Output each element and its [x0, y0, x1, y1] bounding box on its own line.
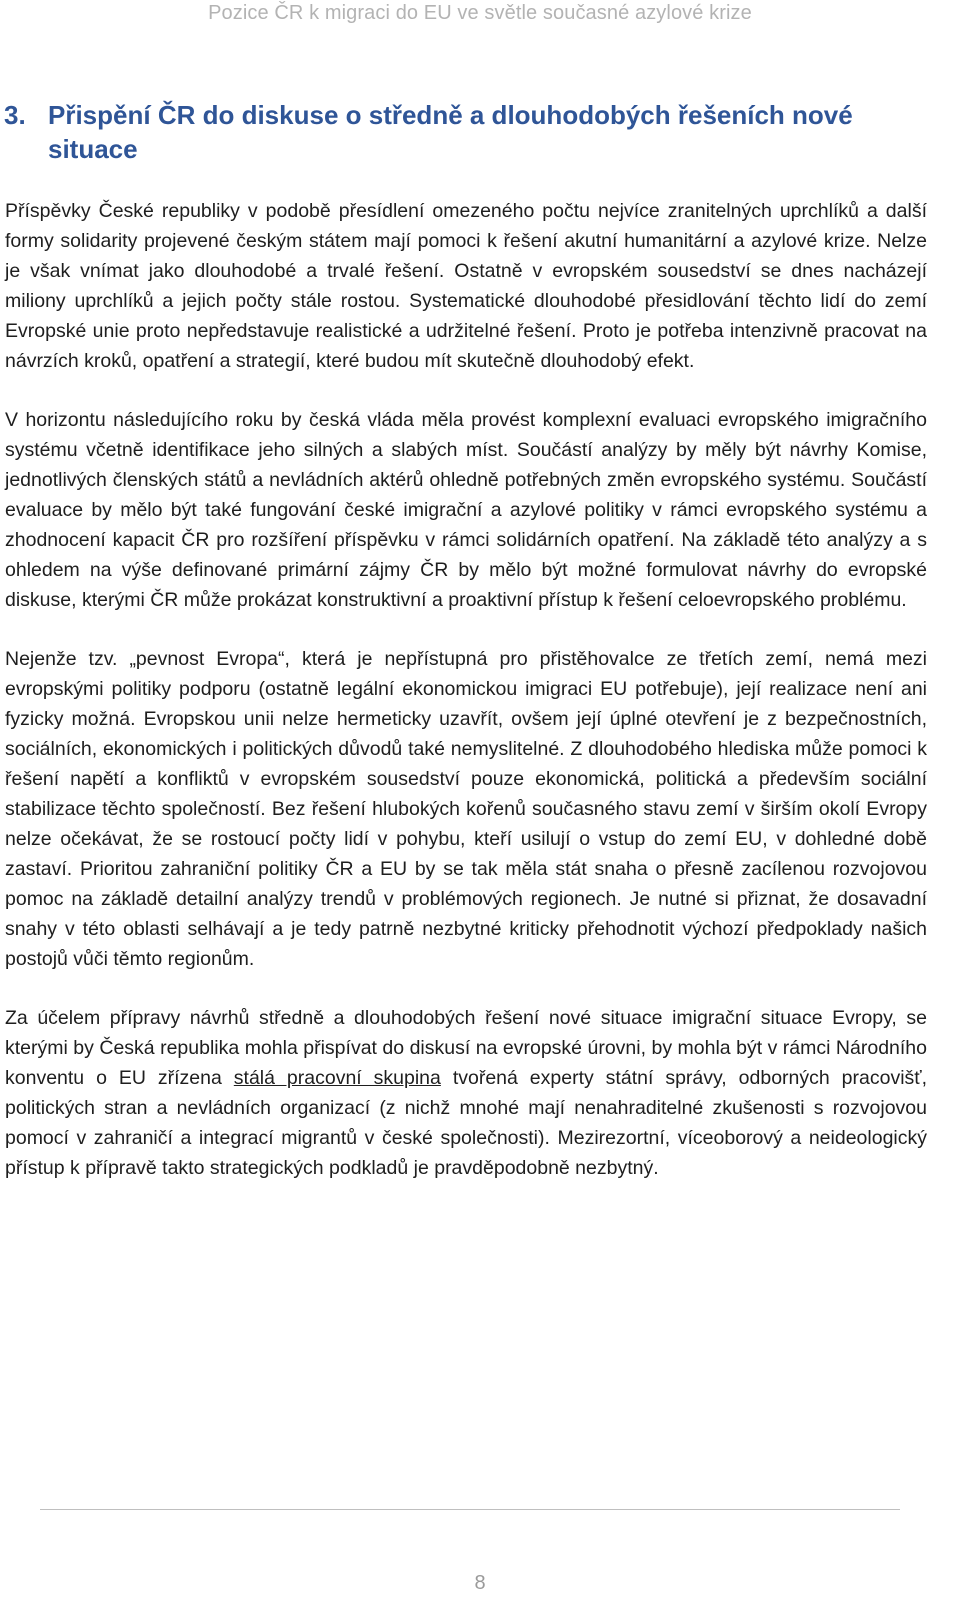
working-group-link[interactable]: stálá pracovní skupina	[233, 1067, 441, 1089]
section-title-line1: Přispění ČR do diskuse o středně a dlouhodobých řešeních nové	[48, 100, 853, 130]
page-number: 8	[474, 1572, 486, 1594]
running-header: Pozice ČR k migraci do EU ve světle současné azylové krize	[208, 2, 752, 24]
section-number: 3.	[4, 100, 26, 130]
footer-divider	[40, 1509, 900, 1510]
paragraph-4-start: Za účelem přípravy návrhů středně a dlouhodobých řešení nové situace imigrační situace Evropy, se kterými by Česká republika mohla přispívat do diskusí na evropské úrovni, by mohla být v rámci Národního konventu o EU zřízena	[5, 1007, 927, 1089]
paragraph-2: V horizontu následujícího roku by česká vláda měla provést komplexní evaluaci evropského imigračního systému včetně identifikace jeho silných a slabých míst. Součástí analýzy by měly být návrhy Komise, jednotlivých členských států a nevládních aktérů ohledně potřebných změn evropského systému. Součástí evaluace by mělo být také fungování české imigrační a azylové politiky v rámci evropského systému a zhodnocení kapacit ČR pro rozšíření příspěvku v rámci solidárních opatření. Na základě této analýzy a s ohledem na výše definované primární zájmy ČR by mělo být možné formulovat návrhy do evropské diskuse, kterými ČR může prokázat konstruktivní a proaktivní přístup k řešení celoevropského problému.	[5, 409, 927, 611]
paragraph-4	[5, 1003, 927, 1183]
section-title-line2: situace	[48, 134, 138, 164]
body-text	[5, 196, 927, 1212]
paragraph-4-end: tvořená experty státní správy, odborných pracovišť, politických stran a nevládních organizací (z nichž mnohé mají nenahraditelné zkušenosti s rozvojovou pomocí v zahraničí a integrací migrantů v české společnosti). Mezirezortní, víceoborový a neideologický přístup k přípravě takto strategických podkladů je pravděpodobně nezbytný.	[5, 1067, 928, 1179]
paragraph-1: Příspěvky České republiky v podobě přesídlení omezeného počtu nejvíce zranitelných uprchlíků a další formy solidarity projevené českým státem mají pomoci k řešení akutní humanitární a azylové krize. Nelze je však vnímat jako dlouhodobé a trvalé řešení. Ostatně v evropském sousedství se dnes nacházejí miliony uprchlíků a jejich počty stále rostou. Systematické dlouhodobé přesidlování těchto lidí do zemí Evropské unie proto nepředstavuje realistické a udržitelné řešení. Proto je potřeba intenzivně pracovat na návrzích kroků, opatření a strategií, které budou mít skutečně dlouhodobý efekt.	[5, 200, 927, 372]
section-heading	[4, 98, 934, 166]
paragraph-3: Nejenže tzv. „pevnost Evropa“, která je nepřístupná pro přistěhovalce ze třetích zemí, nemá mezi evropskými politiky podporu (ostatně legální ekonomickou imigraci EU potřebuje), její realizace není ani fyzicky možná. Evropskou unii nelze hermeticky uzavřít, ovšem její úplné otevření je z bezpečnostních, sociálních, ekonomických i politických důvodů také nemyslitelné. Z dlouhodobého hlediska může pomoci k řešení napětí a konfliktů v evropském sousedství pouze ekonomická, politická a především sociální stabilizace těchto společností. Bez řešení hlubokých kořenů současného stavu zemí v širším okolí Evropy nelze očekávat, že se rostoucí počty lidí v pohybu, kteří usilují o vstup do zemí EU, v dohledné době zastaví. Prioritou zahraniční politiky ČR a EU by se tak měla stát snaha o přesně zacílenou rozvojovou pomoc na základě detailní analýzy trendů v problémových regionech. Je nutné si přiznat, že dosavadní snahy v této oblasti selhávají a je tedy patrně nezbytné kriticky přehodnotit výchozí předpoklady našich postojů vůči těmto regionům.	[5, 648, 927, 970]
